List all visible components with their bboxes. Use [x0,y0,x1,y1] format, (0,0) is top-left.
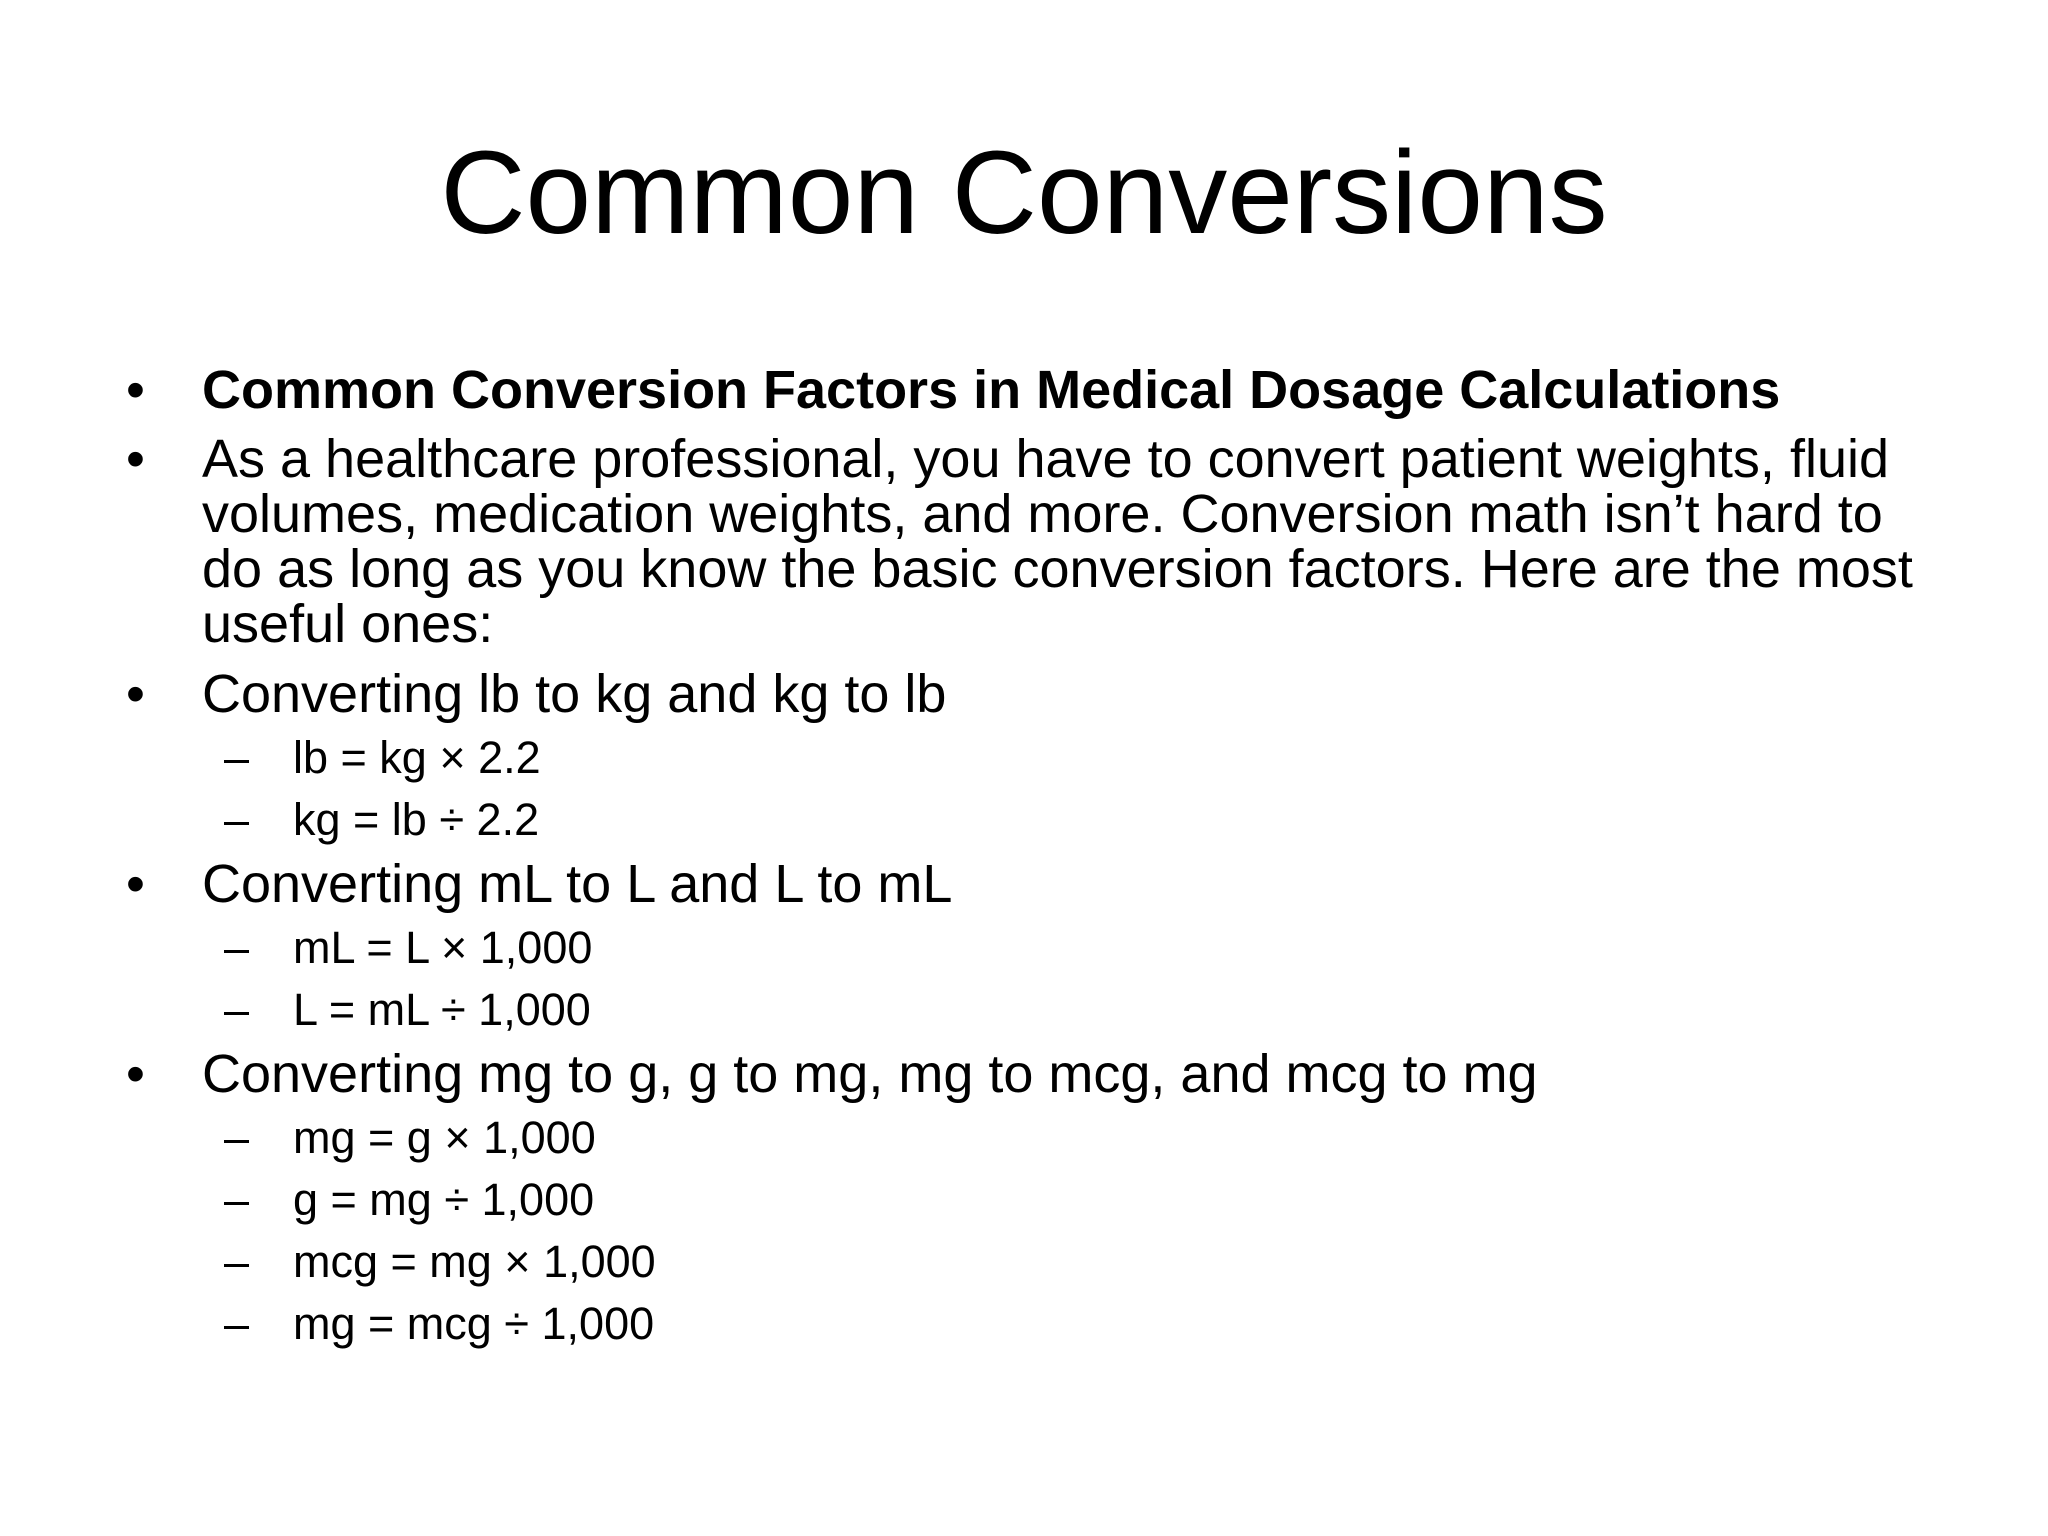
bullet-item [118,666,1948,722]
sub-item [118,922,1948,974]
bullet-glyph: • [126,854,145,914]
bullet-item [118,362,1948,418]
bullet-item [118,429,1948,654]
sub-item-text: L = mL ÷ 1,000 [293,984,591,1035]
bullet-text: Converting mg to g, g to mg, mg to mcg, and mcg to mg [202,1044,1538,1104]
bullet-item [118,856,1948,912]
bullet-text: Converting mL to L and L to mL [202,854,953,914]
dash-glyph: – [224,794,250,845]
sub-item-text: mcg = mg × 1,000 [293,1236,656,1287]
sub-item [118,1236,1948,1288]
sub-item-text: lb = kg × 2.2 [293,732,541,783]
bullet-glyph: • [126,360,145,420]
sub-item [118,984,1948,1036]
sub-item-text: g = mg ÷ 1,000 [293,1174,595,1225]
dash-glyph: – [224,1298,250,1349]
bullet-glyph: • [126,664,145,724]
sub-item [118,794,1948,846]
sub-item-text: mg = mcg ÷ 1,000 [293,1298,655,1349]
bullet-text: Common Conversion Factors in Medical Dosage Calculations [202,360,1781,420]
sub-item-text: mL = L × 1,000 [293,922,593,973]
bullet-list [118,362,1948,1360]
sub-list [118,1112,1948,1350]
dash-glyph: – [224,922,250,973]
sub-item-text: mg = g × 1,000 [293,1112,596,1163]
sub-item [118,1174,1948,1226]
sub-item [118,1298,1948,1350]
bullet-glyph: • [126,1044,145,1104]
dash-glyph: – [224,984,250,1035]
bullet-item [118,1046,1948,1102]
sub-item-text: kg = lb ÷ 2.2 [293,794,540,845]
bullet-text: As a healthcare professional, you have to convert patient weights, fluid volumes, medication weights, and more. Conversion math isn’t hard to do as long as you know the basic conversion factors. Here are the most useful ones: [202,429,1913,654]
sub-item [118,732,1948,784]
bullet-text: Converting lb to kg and kg to lb [202,664,947,724]
bullet-glyph: • [126,429,145,489]
dash-glyph: – [224,1174,250,1225]
sub-list [118,922,1948,1036]
sub-item [118,1112,1948,1164]
dash-glyph: – [224,732,250,783]
dash-glyph: – [224,1236,250,1287]
dash-glyph: – [224,1112,250,1163]
slide-title: Common Conversions [440,127,1608,259]
sub-list [118,732,1948,846]
